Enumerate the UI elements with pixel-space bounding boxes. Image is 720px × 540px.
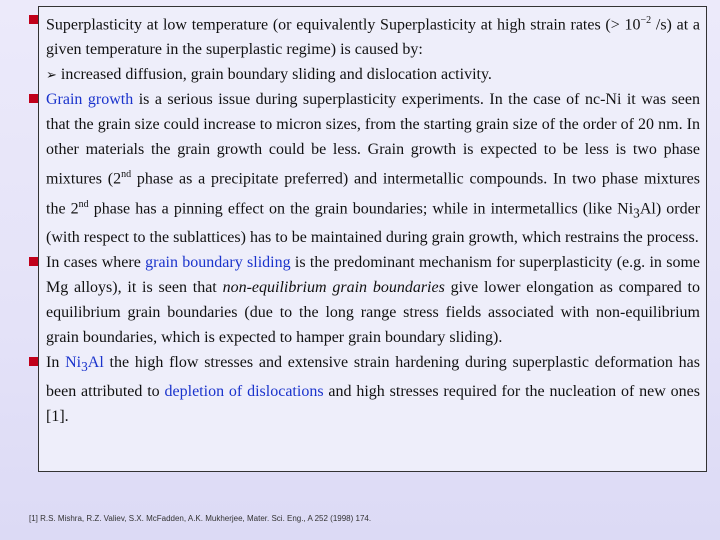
sub-bullet [46,62,700,87]
list-item [0,350,700,429]
square-bullet-icon [29,357,38,366]
item-text: the high flow stresses and extensive strain hardening during superplastic deformation has been attributed to [46,354,701,401]
list-item [0,8,700,87]
item-text: In [46,354,66,372]
item-text: is the predominant mechanism for superplasticity (e.g. in some Mg alloys), it is seen that [46,254,700,297]
superscript: nd [78,198,89,210]
highlight-term: Al [87,354,104,372]
reference-footnote: [1] R.S. Mishra, R.Z. Valiev, S.X. McFadden, A.K. Mukherjee, Mater. Sci. Eng., A 252 (1998) 174. [29,514,372,523]
item-text: Superplasticity at low temperature (or equivalently Superplasticity at high strain rates (> 10 [46,16,641,34]
highlight-term: grain boundary sliding [145,254,291,272]
subscript: 3 [81,359,88,375]
list-item [0,250,700,350]
item-text: /s) at a given temperature in the superplastic regime) is caused by: [46,16,700,59]
highlight-term: Ni [65,354,82,372]
sub-bullet-text: increased diffusion, grain boundary sliding and dislocation activity. [60,66,492,84]
italic-term: non-equilibrium grain boundaries [222,279,445,297]
item-text: Al) order (with respect to the sublattices) has to be maintained during grain growth, which restrains the process. [46,199,701,247]
subscript: 3 [633,205,640,221]
superscript: nd [121,169,132,181]
item-text: phase as a precipitate preferred) and intermetallic compounds. In two phase mixtures the 2 [46,170,701,217]
bullet-list [0,8,700,429]
arrow-bullet-icon: ➢ [46,67,57,83]
item-text: phase has a pinning effect on the grain boundaries; while in intermetallics (like Ni [88,199,634,217]
item-text: give lower elongation as compared to equilibrium grain boundaries (due to the long range stress fields associated with non-equilibrium grain boundaries, which is expected to hamper grain boundary sliding). [46,279,700,347]
item-text: In cases where [46,254,146,272]
highlight-term: depletion of dislocations [164,383,324,401]
square-bullet-icon [29,94,38,103]
square-bullet-icon [29,15,38,24]
list-item [0,87,700,250]
item-text: is a serious issue during superplasticity experiments. In the case of nc-Ni it was seen that the grain size could increase to micron sizes, from the starting grain size of the order of 20 nm. In other materials the grain growth could be less. Grain growth is expected to be less is two phase mixtures (2 [46,91,701,188]
item-text: and high stresses required for the nucleation of new ones [1]. [46,383,700,426]
superscript: −2 [640,15,652,26]
highlight-term: Grain growth [46,91,134,109]
square-bullet-icon [29,257,38,266]
